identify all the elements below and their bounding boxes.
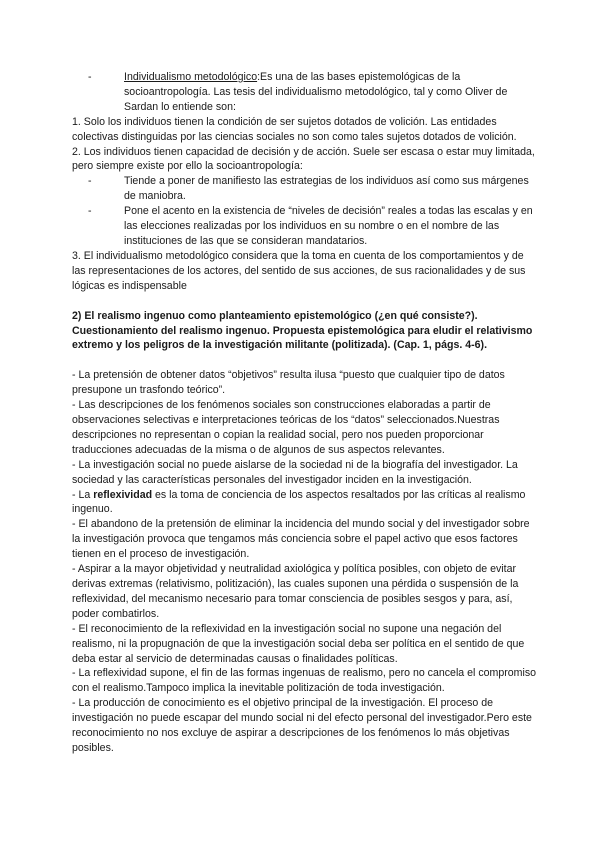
- reflex-post: es la toma de conciencia de los aspectos resaltados por las críticas al realismo ingenuo.: [72, 488, 526, 516]
- sub-bullet-text: Pone el acento en la existencia de “niveles de decisión” reales a todas las escalas y en las elecciones realizadas por los individuos en su nombre o en el nombre de las instituciones de las que se consideran mandatarios.: [124, 205, 533, 247]
- point-3: 3. El individualismo metodológico considera que la toma en cuenta de los comportamientos y de las representaciones de los actores, del sentido de sus acciones, de sus racionalidades y de sus lógicas es indispensable: [72, 249, 526, 292]
- paragraph: - La reflexividad supone, el fin de las formas ingenuas de realismo, pero no cancela el compromiso con el realismo.Tampoco implica la inevitable politización de toda investigación.: [72, 667, 537, 695]
- intro-bullet: [72, 70, 540, 115]
- paragraph: - Aspirar a la mayor objetividad y neutralidad axiológica y política posibles, con objeto de evitar derivas extremas (relativismo, politización), las cuales suponen una pérdida o suspensión de la reflexividad, del mecanismo necesario para tomar consciencia de posibles sesgos y para, así, poder combatirlos.: [72, 563, 519, 620]
- paragraph-reflexividad: [72, 488, 540, 518]
- section-heading: 2) El realismo ingenuo como planteamiento epistemológico (¿en qué consiste?). Cuestionamiento del realismo ingenuo. Propuesta epistemológica para eludir el relativismo extremo y los peligros de la investigación militante (politizada). (Cap. 1, págs. 4-6).: [72, 309, 533, 352]
- term-underlined: Individualismo metodológico: [124, 71, 258, 83]
- spacer: [72, 294, 540, 309]
- bullet-mark: -: [88, 71, 92, 83]
- bullet-mark: -: [88, 175, 92, 188]
- reflex-term: reflexividad: [93, 488, 153, 501]
- point-2: 2. Los individuos tienen capacidad de decisión y de acción. Suele ser escasa o estar muy limitada, pero siempre existe por ello la socioantropología:: [72, 145, 535, 173]
- intro-bullet-text: :Es una de las bases epistemológicas de la socioantropología. Las tesis del individualismo metodológico, tal y como Oliver de Sardan lo entiende son:: [124, 71, 508, 113]
- sub-bullet: [72, 204, 540, 249]
- sub-bullet-text: Tiende a poner de manifiesto las estrategias de los individuos así como sus márgenes de maniobra.: [124, 175, 529, 203]
- bullet-mark: -: [88, 205, 92, 218]
- reflex-pre: - La: [72, 488, 94, 501]
- paragraph: - Las descripciones de los fenómenos sociales son construcciones elaboradas a partir de observaciones selectivas e interpretaciones teóricas de los “datos” seleccionados.Nuestras descripciones no representan o copian la realidad social, pero nos pueden proporcionar traducciones adecuadas de la misma o de algunos de sus aspectos relevantes.: [72, 399, 500, 456]
- intro-bullet-content: [124, 70, 540, 115]
- paragraph: - La investigación social no puede aislarse de la sociedad ni de la biografía del investigador. La sociedad y las características personales del investigador inciden en la investigación.: [72, 458, 518, 486]
- spacer: [72, 353, 540, 368]
- point-1: 1. Solo los individuos tienen la condición de ser sujetos dotados de volición. Las entidades colectivas distinguidas por las ciencias sociales no son como tales sujetos dotados de volición.: [72, 115, 517, 143]
- paragraph: - La pretensión de obtener datos “objetivos” resulta ilusa “puesto que cualquier tipo de datos presupone un trasfondo teórico”.: [72, 369, 505, 397]
- sub-bullet: [72, 174, 540, 204]
- paragraph: - El abandono de la pretensión de eliminar la incidencia del mundo social y del investigador sobre la investigación provoca que tengamos más conciencia sobre el papel activo que esos factores tienen en el proceso de investigación.: [72, 518, 530, 561]
- paragraph: - El reconocimiento de la reflexividad en la investigación social no supone una negación del realismo, ni la propugnación de que la investigación social deba ser política en el sentido de que deba estar al servicio de determinadas causas o finalidades políticas.: [72, 622, 525, 665]
- paragraph: - La producción de conocimiento es el objetivo principal de la investigación. El proceso de investigación no puede escapar del mundo social ni del efecto personal del investigador.Pero este reconocimiento no nos excluye de aspirar a descripciones de los fenómenos lo más objetivas posibles.: [72, 697, 532, 754]
